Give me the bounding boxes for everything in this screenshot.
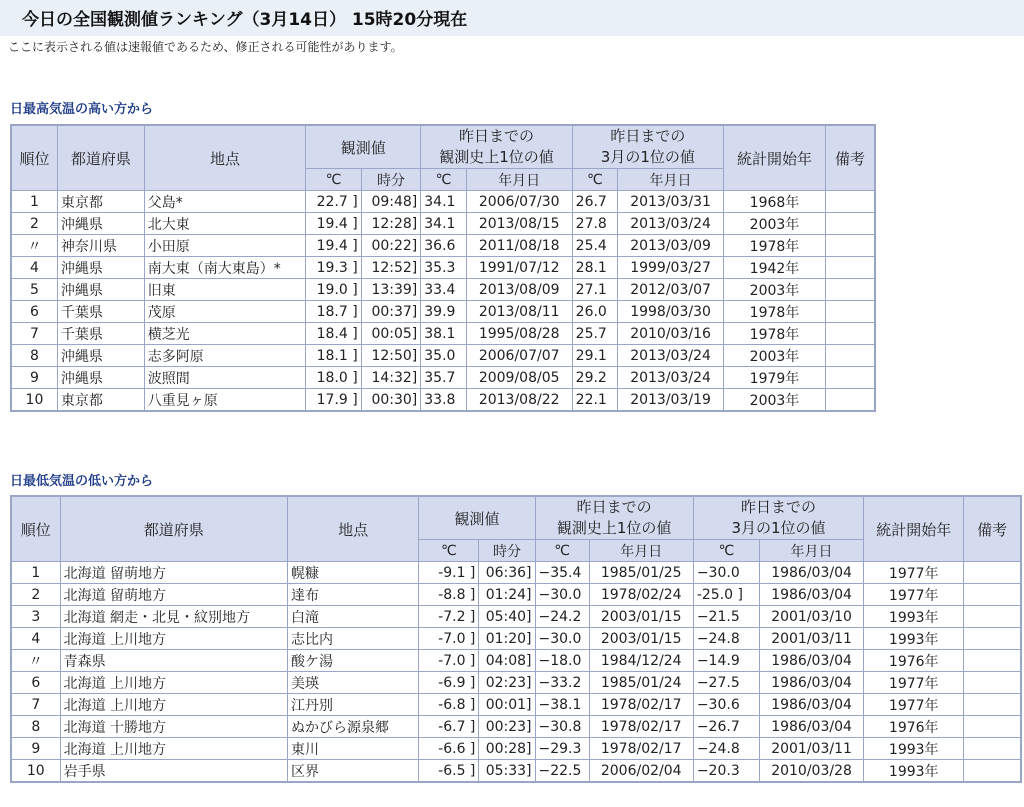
cell-record-value: −33.2 [535,672,589,694]
cell-rank: 6 [11,672,60,694]
cell-stats-start: 1993年 [864,606,964,628]
cell-march-value: 27.1 [572,279,617,301]
cell-record-date: 2011/08/18 [466,235,572,257]
cell-stats-start: 1977年 [864,584,964,606]
cell-record-date: 2006/07/30 [466,191,572,213]
cell-remarks [964,650,1021,672]
cell-prefecture: 北海道 上川地方 [60,738,287,760]
cell-observed-value: -7.2 ] [419,606,479,628]
table-row [11,235,875,257]
cell-record-value: 36.6 [421,235,466,257]
cell-march-value: -25.0 ] [693,584,759,606]
cell-record-date: 1985/01/25 [589,562,693,584]
cell-prefecture: 沖縄県 [57,257,144,279]
table-row [11,345,875,367]
cell-record-value: −30.0 [535,628,589,650]
cell-rank: 2 [11,213,57,235]
cell-record-date: 1978/02/17 [589,694,693,716]
cell-observed-value: 18.7 ] [306,301,362,323]
cell-record-date: 1978/02/17 [589,738,693,760]
header-prefecture: 都道府県 [57,125,144,191]
table-row [11,738,1021,760]
cell-place: 父島* [144,191,305,213]
cell-rank: 8 [11,345,57,367]
cell-stats-start: 2003年 [724,389,826,412]
cell-observed-time: 13:39] [361,279,421,301]
cell-record-date: 2003/01/15 [589,628,693,650]
table-row [11,213,875,235]
cell-record-value: 33.4 [421,279,466,301]
header-prefecture: 都道府県 [60,496,287,562]
cell-stats-start: 1993年 [864,738,964,760]
cell-march-date: 2001/03/11 [759,738,863,760]
high-temp-ranking-table [10,124,876,412]
cell-observed-time: 12:52] [361,257,421,279]
cell-prefecture: 北海道 網走・北見・紋別地方 [60,606,287,628]
cell-stats-start: 1968年 [724,191,826,213]
cell-march-value: −26.7 [693,716,759,738]
cell-prefecture: 沖縄県 [57,279,144,301]
cell-march-value: 29.2 [572,367,617,389]
cell-observed-time: 01:20] [479,628,535,650]
cell-observed-value: -7.0 ] [419,650,479,672]
subheader-date: 年月日 [759,540,863,562]
header-place: 地点 [288,496,419,562]
header-record-low: 昨日までの 観測史上1位の値 [535,496,693,540]
cell-stats-start: 1976年 [864,650,964,672]
subheader-time: 時分 [361,169,421,191]
cell-march-date: 1986/03/04 [759,694,863,716]
cell-observed-time: 00:30] [361,389,421,412]
cell-prefecture: 岩手県 [60,760,287,783]
cell-prefecture: 東京都 [57,191,144,213]
table-row [11,562,1021,584]
cell-place: 小田原 [144,235,305,257]
cell-march-value: 28.1 [572,257,617,279]
cell-record-value: 33.8 [421,389,466,412]
cell-record-value: −30.8 [535,716,589,738]
cell-march-date: 1999/03/27 [618,257,724,279]
cell-observed-time: 01:24] [479,584,535,606]
subheader-deg: ℃ [693,540,759,562]
header-remarks: 備考 [825,125,875,191]
cell-observed-value: 18.4 ] [306,323,362,345]
cell-rank: 9 [11,367,57,389]
cell-observed-time: 00:01] [479,694,535,716]
cell-march-value: 29.1 [572,345,617,367]
cell-rank: 9 [11,738,60,760]
cell-remarks [825,257,875,279]
cell-observed-value: -6.7 ] [419,716,479,738]
cell-observed-value: 19.4 ] [306,235,362,257]
cell-remarks [964,628,1021,650]
table-row [11,628,1021,650]
cell-march-date: 1986/03/04 [759,672,863,694]
cell-stats-start: 1977年 [864,694,964,716]
table-row [11,760,1021,783]
cell-stats-start: 1977年 [864,672,964,694]
cell-observed-value: -9.1 ] [419,562,479,584]
cell-stats-start: 1979年 [724,367,826,389]
subheader-deg: ℃ [421,169,466,191]
cell-observed-time: 00:28] [479,738,535,760]
cell-record-value: −30.0 [535,584,589,606]
header-observed: 観測値 [306,125,421,169]
cell-rank: 〃 [11,235,57,257]
cell-place: 酸ケ湯 [288,650,419,672]
cell-march-date: 2013/03/19 [618,389,724,412]
table-row [11,257,875,279]
cell-remarks [964,716,1021,738]
low-temp-ranking-table [10,495,1022,783]
cell-remarks [825,323,875,345]
cell-prefecture: 北海道 上川地方 [60,694,287,716]
subheader-date: 年月日 [589,540,693,562]
cell-march-date: 1986/03/04 [759,716,863,738]
cell-stats-start: 2003年 [724,279,826,301]
cell-observed-time: 00:37] [361,301,421,323]
cell-march-date: 2012/03/07 [618,279,724,301]
cell-record-value: 35.3 [421,257,466,279]
header-record-high: 昨日までの 観測史上1位の値 [421,125,572,169]
header-stats-start: 統計開始年 [864,496,964,562]
cell-record-date: 2013/08/09 [466,279,572,301]
cell-march-date: 2001/03/10 [759,606,863,628]
cell-march-value: 25.7 [572,323,617,345]
cell-rank: 3 [11,606,60,628]
cell-place: 北大東 [144,213,305,235]
header-remarks: 備考 [964,496,1021,562]
cell-stats-start: 1977年 [864,562,964,584]
cell-place: 志比内 [288,628,419,650]
cell-place: 幌糠 [288,562,419,584]
cell-march-date: 1986/03/04 [759,562,863,584]
cell-record-date: 2009/08/05 [466,367,572,389]
cell-rank: 1 [11,191,57,213]
cell-stats-start: 1976年 [864,716,964,738]
cell-observed-value: 18.1 ] [306,345,362,367]
cell-place: 白滝 [288,606,419,628]
subheader-deg: ℃ [535,540,589,562]
cell-march-date: 2013/03/24 [618,345,724,367]
subheader-time: 時分 [479,540,535,562]
cell-march-value: −30.6 [693,694,759,716]
table-row [11,323,875,345]
cell-record-value: 35.0 [421,345,466,367]
cell-march-date: 2013/03/24 [618,367,724,389]
cell-rank: 7 [11,694,60,716]
cell-record-date: 1978/02/17 [589,716,693,738]
cell-remarks [964,584,1021,606]
cell-observed-value: 19.4 ] [306,213,362,235]
cell-record-date: 1985/01/24 [589,672,693,694]
cell-record-date: 2003/01/15 [589,606,693,628]
cell-prefecture: 千葉県 [57,323,144,345]
cell-march-value: 25.4 [572,235,617,257]
cell-record-value: 38.1 [421,323,466,345]
cell-stats-start: 1978年 [724,235,826,257]
table-row [11,191,875,213]
cell-rank: 1 [11,562,60,584]
cell-observed-value: 19.0 ] [306,279,362,301]
cell-record-date: 2006/07/07 [466,345,572,367]
cell-place: 波照間 [144,367,305,389]
header-march-record: 昨日までの 3月の1位の値 [693,496,863,540]
cell-record-date: 2013/08/22 [466,389,572,412]
header-march-record: 昨日までの 3月の1位の値 [572,125,723,169]
cell-observed-value: -8.8 ] [419,584,479,606]
cell-march-value: 22.1 [572,389,617,412]
cell-observed-value: -6.8 ] [419,694,479,716]
cell-place: 区界 [288,760,419,783]
cell-observed-value: 17.9 ] [306,389,362,412]
cell-stats-start: 1978年 [724,323,826,345]
table-row [11,716,1021,738]
cell-remarks [825,345,875,367]
cell-record-value: 34.1 [421,191,466,213]
cell-march-date: 2013/03/31 [618,191,724,213]
cell-remarks [825,389,875,412]
cell-record-date: 2013/08/15 [466,213,572,235]
cell-record-value: −22.5 [535,760,589,783]
cell-observed-time: 06:36] [479,562,535,584]
cell-march-date: 2010/03/28 [759,760,863,783]
cell-rank: 〃 [11,650,60,672]
title-bar [0,0,1024,36]
cell-stats-start: 1978年 [724,301,826,323]
cell-rank: 4 [11,628,60,650]
cell-place: 八重見ヶ原 [144,389,305,412]
cell-march-value: −14.9 [693,650,759,672]
cell-observed-value: -7.0 ] [419,628,479,650]
cell-observed-time: 05:40] [479,606,535,628]
table-row [11,672,1021,694]
header-stats-start: 統計開始年 [724,125,826,191]
cell-remarks [825,279,875,301]
cell-stats-start: 1942年 [724,257,826,279]
cell-remarks [964,760,1021,783]
cell-prefecture: 沖縄県 [57,345,144,367]
cell-record-value: −24.2 [535,606,589,628]
cell-record-date: 2006/02/04 [589,760,693,783]
cell-rank: 6 [11,301,57,323]
cell-place: 達布 [288,584,419,606]
cell-rank: 10 [11,760,60,783]
cell-remarks [825,367,875,389]
cell-observed-time: 12:50] [361,345,421,367]
cell-record-value: 34.1 [421,213,466,235]
disclaimer-note: ここに表示される値は速報値であるため、修正される可能性があります。 [8,40,403,54]
cell-rank: 4 [11,257,57,279]
cell-record-date: 1984/12/24 [589,650,693,672]
cell-prefecture: 北海道 留萌地方 [60,562,287,584]
cell-record-value: −35.4 [535,562,589,584]
cell-prefecture: 北海道 上川地方 [60,672,287,694]
cell-observed-time: 09:48] [361,191,421,213]
cell-record-date: 1978/02/24 [589,584,693,606]
cell-march-value: −24.8 [693,738,759,760]
cell-place: 江丹別 [288,694,419,716]
table-row [11,650,1021,672]
cell-record-value: 39.9 [421,301,466,323]
cell-march-date: 2013/03/09 [618,235,724,257]
cell-rank: 7 [11,323,57,345]
cell-observed-value: -6.6 ] [419,738,479,760]
cell-observed-time: 00:22] [361,235,421,257]
cell-march-value: −27.5 [693,672,759,694]
header-rank: 順位 [11,496,60,562]
cell-march-date: 2013/03/24 [618,213,724,235]
cell-rank: 10 [11,389,57,412]
cell-remarks [964,672,1021,694]
cell-march-value: 26.7 [572,191,617,213]
cell-place: 旧東 [144,279,305,301]
cell-observed-time: 12:28] [361,213,421,235]
cell-march-date: 2001/03/11 [759,628,863,650]
cell-remarks [825,213,875,235]
cell-place: 南大東（南大東島）* [144,257,305,279]
cell-record-date: 1995/08/28 [466,323,572,345]
table-row [11,606,1021,628]
cell-march-value: 27.8 [572,213,617,235]
cell-remarks [964,694,1021,716]
subheader-deg: ℃ [306,169,362,191]
header-place: 地点 [144,125,305,191]
cell-place: ぬかびら源泉郷 [288,716,419,738]
cell-observed-time: 04:08] [479,650,535,672]
cell-place: 茂原 [144,301,305,323]
section-title-high: 日最高気温の高い方から [10,102,154,117]
cell-observed-value: 19.3 ] [306,257,362,279]
subheader-date: 年月日 [466,169,572,191]
cell-observed-time: 00:23] [479,716,535,738]
cell-remarks [964,738,1021,760]
cell-march-value: −20.3 [693,760,759,783]
table-row [11,694,1021,716]
cell-observed-time: 00:05] [361,323,421,345]
cell-place: 横芝光 [144,323,305,345]
cell-place: 志多阿原 [144,345,305,367]
cell-observed-value: -6.5 ] [419,760,479,783]
table-row [11,279,875,301]
cell-record-value: −38.1 [535,694,589,716]
cell-record-date: 1991/07/12 [466,257,572,279]
cell-march-date: 1986/03/04 [759,650,863,672]
cell-record-value: 35.7 [421,367,466,389]
cell-place: 東川 [288,738,419,760]
cell-remarks [825,301,875,323]
cell-observed-time: 14:32] [361,367,421,389]
cell-record-value: −29.3 [535,738,589,760]
cell-stats-start: 2003年 [724,213,826,235]
cell-prefecture: 北海道 十勝地方 [60,716,287,738]
cell-prefecture: 千葉県 [57,301,144,323]
cell-rank: 2 [11,584,60,606]
cell-rank: 5 [11,279,57,301]
cell-stats-start: 1993年 [864,628,964,650]
cell-record-value: −18.0 [535,650,589,672]
cell-stats-start: 2003年 [724,345,826,367]
page-title: 今日の全国観測値ランキング（3月14日） 15時20分現在 [22,10,468,30]
table-row [11,584,1021,606]
cell-remarks [964,562,1021,584]
cell-prefecture: 東京都 [57,389,144,412]
cell-record-date: 2013/08/11 [466,301,572,323]
cell-place: 美瑛 [288,672,419,694]
subheader-deg: ℃ [572,169,617,191]
cell-prefecture: 北海道 留萌地方 [60,584,287,606]
cell-march-value: −30.0 [693,562,759,584]
table-row [11,367,875,389]
header-rank: 順位 [11,125,57,191]
cell-observed-value: 22.7 ] [306,191,362,213]
subheader-date: 年月日 [618,169,724,191]
section-title-low: 日最低気温の低い方から [10,474,154,489]
cell-prefecture: 北海道 上川地方 [60,628,287,650]
cell-march-value: 26.0 [572,301,617,323]
cell-observed-time: 05:33] [479,760,535,783]
cell-prefecture: 神奈川県 [57,235,144,257]
cell-march-value: −24.8 [693,628,759,650]
cell-march-date: 1998/03/30 [618,301,724,323]
cell-march-value: −21.5 [693,606,759,628]
cell-stats-start: 1993年 [864,760,964,783]
header-observed: 観測値 [419,496,535,540]
table-row [11,301,875,323]
cell-prefecture: 沖縄県 [57,367,144,389]
cell-prefecture: 青森県 [60,650,287,672]
cell-observed-value: 18.0 ] [306,367,362,389]
subheader-deg: ℃ [419,540,479,562]
cell-march-date: 2010/03/16 [618,323,724,345]
table-row [11,389,875,412]
cell-prefecture: 沖縄県 [57,213,144,235]
cell-observed-value: -6.9 ] [419,672,479,694]
cell-remarks [825,191,875,213]
cell-march-date: 1986/03/04 [759,584,863,606]
cell-rank: 8 [11,716,60,738]
cell-remarks [964,606,1021,628]
cell-remarks [825,235,875,257]
cell-observed-time: 02:23] [479,672,535,694]
